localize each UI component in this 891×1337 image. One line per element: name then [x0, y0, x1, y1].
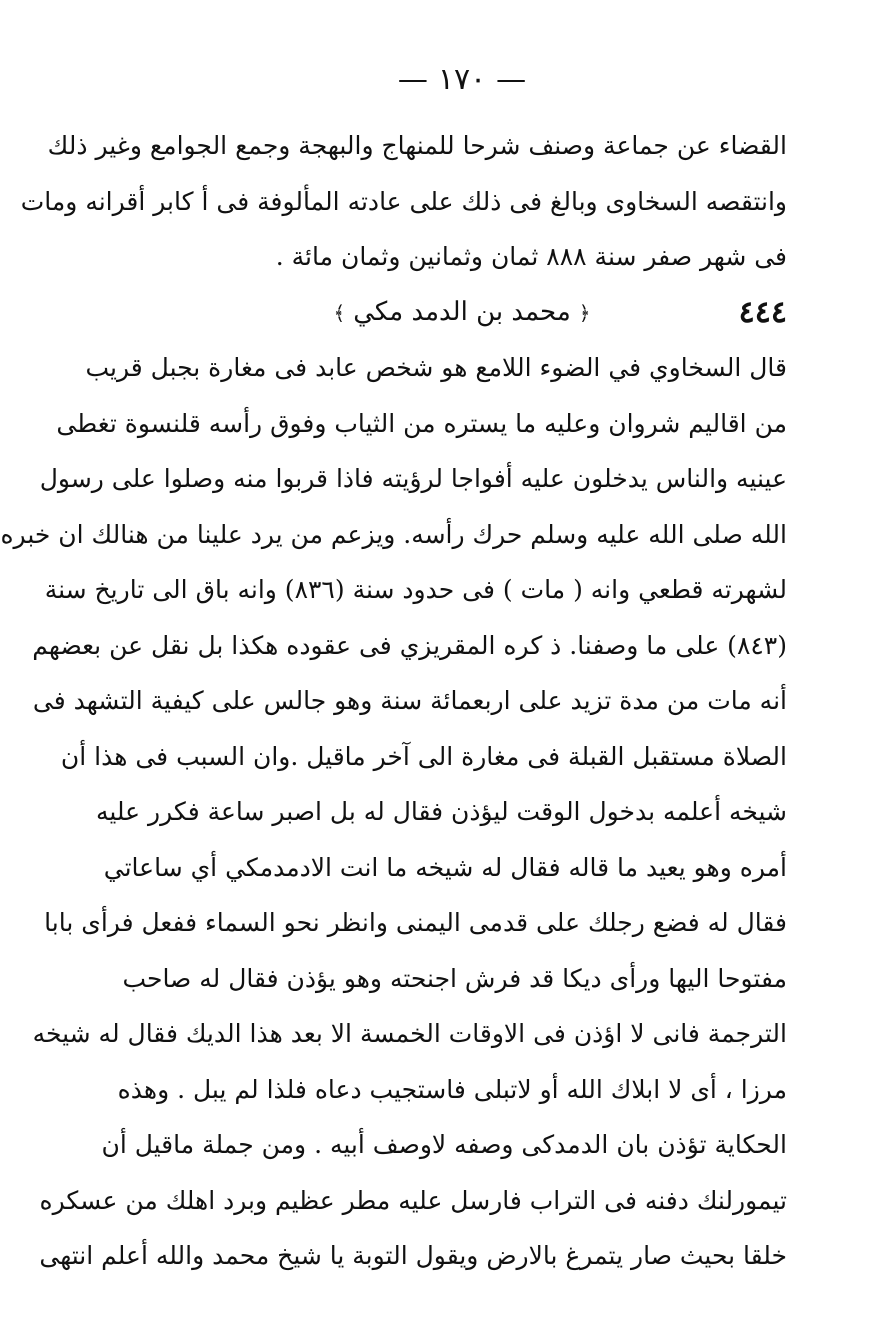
text-line: قال السخاوي في الضوء اللامع هو شخص عابد فى مغارة بجبل قريب — [85, 353, 787, 382]
page-number-value: ١٧٠ — [437, 62, 487, 97]
entry-title: محمد بن الدمد مكي — [353, 296, 571, 327]
text-line: أنه مات من مدة تزيد على اربعمائة سنة وهو جالس على كيفية التشهد فى — [32, 686, 787, 715]
text-line: فقال له فضع رجلك على قدمى اليمنى وانظر نحو السماء ففعل فرأى بابا — [44, 908, 787, 937]
page-number-dash-left: — — [397, 62, 428, 97]
entry-heading — [137, 285, 787, 341]
ornament-close: ﴾ — [333, 300, 346, 325]
text-line: الله صلى الله عليه وسلم حرك رأسه. ويزعم من يرد علينا من هنالك ان خبره — [0, 519, 787, 549]
text-line: الترجمة فانى لا اؤذن فى الاوقات الخمسة الا بعد هذا الديك فقال له شيخه — [32, 1019, 787, 1048]
text-line: خلقا بحيث صار يتمرغ بالارض ويقول التوبة يا شيخ محمد والله أعلم انتهى — [39, 1241, 787, 1270]
text-line: وانتقصه السخاوى وبالغ فى ذلك على عادته المألوفة فى أ كابر أقرانه ومات — [20, 186, 787, 216]
paragraph-before-entry — [20, 118, 787, 285]
ornament-open: ﴿ — [578, 300, 591, 325]
text-line: من اقاليم شروان وعليه ما يستره من الثياب وفوق رأسه قلنسوة تغطى — [56, 408, 787, 438]
text-line: شيخه أعلمه بدخول الوقت ليؤذن فقال له بل اصبر ساعة فكرر عليه — [95, 797, 787, 826]
book-page — [0, 50, 787, 1284]
text-line: لشهرته قطعي وانه ( مات ) فى حدود سنة (٨٣٦) وانه باق الى تاريخ سنة — [44, 575, 787, 604]
text-line: عينيه والناس يدخلون عليه أفواجا لرؤيته فاذا قربوا منه وصلوا على رسول — [39, 464, 787, 493]
page-number-dash-right: — — [496, 62, 527, 97]
text-line: الصلاة مستقبل القبلة فى مغارة الى آخر ماقيل .وان السبب فى هذا أن — [60, 741, 787, 771]
page-number — [137, 50, 787, 110]
entry-title-wrapper — [137, 285, 787, 342]
text-line: الحكاية تؤذن بان الدمدكى وصفه لاوصف أبيه . ومن جملة ماقيل أن — [101, 1130, 787, 1159]
text-line: فى شهر صفر سنة ٨٨٨ ثمان وثمانين وثمان مائة . — [275, 242, 787, 271]
text-line: مرزا ، أى لا ابلاك الله أو لاتبلى فاستجيب دعاه فلذا لم يبل . وهذه — [117, 1074, 787, 1104]
text-line: القضاء عن جماعة وصنف شرحا للمنهاج والبهجة وجمع الجوامع وغير ذلك — [47, 131, 787, 160]
entry-number: ٤٤٤ — [738, 294, 787, 330]
text-line: أمره وهو يعيد ما قاله فقال له شيخه ما انت الادمدمكي أي ساعاتي — [103, 852, 787, 882]
text-line: تيمورلنك دفنه فى التراب فارسل عليه مطر عظيم وبرد اهلك من عسكره — [39, 1185, 787, 1215]
text-line: (٨٤٣) على ما وصفنا. ذ كره المقريزي فى عقوده هكذا بل نقل عن بعضهم — [32, 630, 787, 660]
entry-body — [0, 340, 787, 1284]
text-line: مفتوحا اليها ورأى ديكا قد فرش اجنحته وهو يؤذن فقال له صاحب — [122, 963, 787, 993]
